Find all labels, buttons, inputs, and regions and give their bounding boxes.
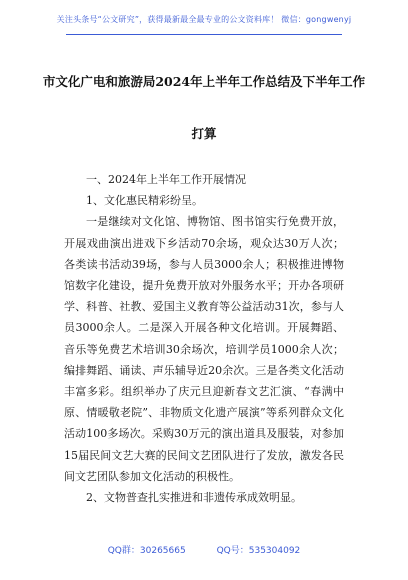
subsection-heading: 1、文化惠民精彩纷呈。 <box>86 194 203 208</box>
body-paragraph: 一是继续对文化馆、博物馆、图书馆实行免费开放，开展戏曲演出进戏下乡活动70余场，观众达30万人次；各类读书活动39场，参与人员3000余人；积极推进博物馆数字化建设，提升免费开放对外服务水平；开办各项研学、科普、社教、爱国主义教育等公益活动31次，参与人员3000余人。二是深入开展各种文化培训。开展舞蹈、音乐等免费艺术培训30余场次，培训学员1000余人次；编排舞蹈、诵读、声乐辅导近20余次。三是各类文化活动丰富多彩。组织举办了庆元旦迎新春文艺汇演、“春满中原、情暖敬老院”、非物质文化遗产展演”等系列群众文化活动100多场次。采购30万元的演出道具及服装，对参加15届民间文艺大赛的民间文艺团队进行了发放，激发各民间文艺团队参加文化活动的积极性。 <box>64 215 344 483</box>
header-divider <box>66 34 342 35</box>
subsection-heading: 2、文物普查扎实推进和非遗传承成效明显。 <box>86 491 302 505</box>
footer-qq-number: QQ号：535304092 <box>216 546 301 556</box>
document-title-line-2: 打算 <box>191 126 217 141</box>
footer-contact <box>0 543 408 556</box>
footer-qq-group: QQ群：30265665 <box>107 546 186 556</box>
header-banner: 关注头条号“公文研究”，获得最新最全最专业的公文资料库！ 微信：gongwenyj <box>56 15 352 24</box>
document-title-line-1: 市文化广电和旅游局2024年上半年工作总结及下半年工作 <box>42 74 366 89</box>
section-heading: 一、2024年上半年工作开展情况 <box>86 173 246 186</box>
document-body <box>64 169 344 508</box>
